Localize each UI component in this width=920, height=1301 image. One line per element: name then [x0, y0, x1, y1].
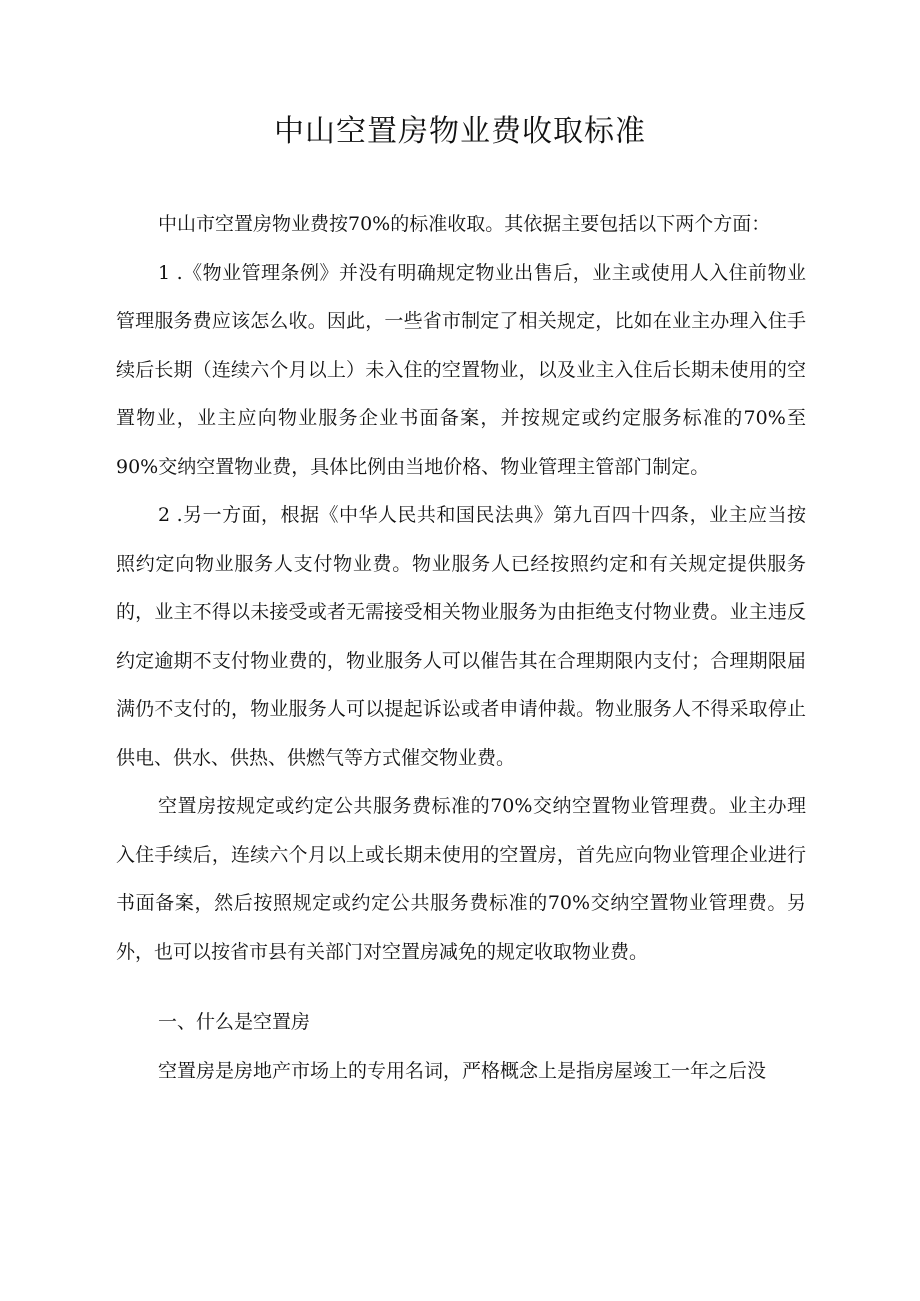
document-body	[116, 200, 806, 1095]
basis-item-1-paragraph: 1 .《物业管理条例》并没有明确规定物业出售后，业主或使用人入住前物业管理服务费应该怎么收。因此，一些省市制定了相关规定，比如在业主办理入住手续后长期（连续六个月以上）未入住的空置物业，以及业主入住后长期未使用的空置物业，业主应向物业服务企业书面备案，并按规定或约定服务标准的70%至90%交纳空置物业费，具体比例由当地价格、物业管理主管部门制定。	[116, 261, 806, 478]
section-paragraph: 空置房是房地产市场上的专用名词，严格概念上是指房屋竣工一年之后没	[158, 1059, 767, 1082]
summary-paragraph: 空置房按规定或约定公共服务费标准的70%交纳空置物业管理费。业主办理入住手续后，连续六个月以上或长期未使用的空置房，首先应向物业管理企业进行书面备案，然后按照规定或约定公共服务费标准的70%交纳空置物业管理费。另外，也可以按省市县有关部门对空置房减免的规定收取物业费。	[116, 795, 806, 963]
basis-item-2-paragraph: 2 .另一方面，根据《中华人民共和国民法典》第九百四十四条，业主应当按照约定向物业服务人支付物业费。物业服务人已经按照约定和有关规定提供服务的，业主不得以未接受或者无需接受相关物业服务为由拒绝支付物业费。业主违反约定逾期不支付物业费的，物业服务人可以催告其在合理期限内支付；合理期限届满仍不支付的，物业服务人可以提起诉讼或者申请仲裁。物业服务人不得采取停止供电、供水、供热、供燃气等方式催交物业费。	[116, 504, 806, 769]
document-title: 中山空置房物业费收取标准	[274, 114, 646, 149]
intro-paragraph: 中山市空置房物业费按70%的标准收取。其依据主要包括以下两个方面：	[158, 213, 771, 235]
section-heading: 一、什么是空置房	[158, 1011, 311, 1033]
